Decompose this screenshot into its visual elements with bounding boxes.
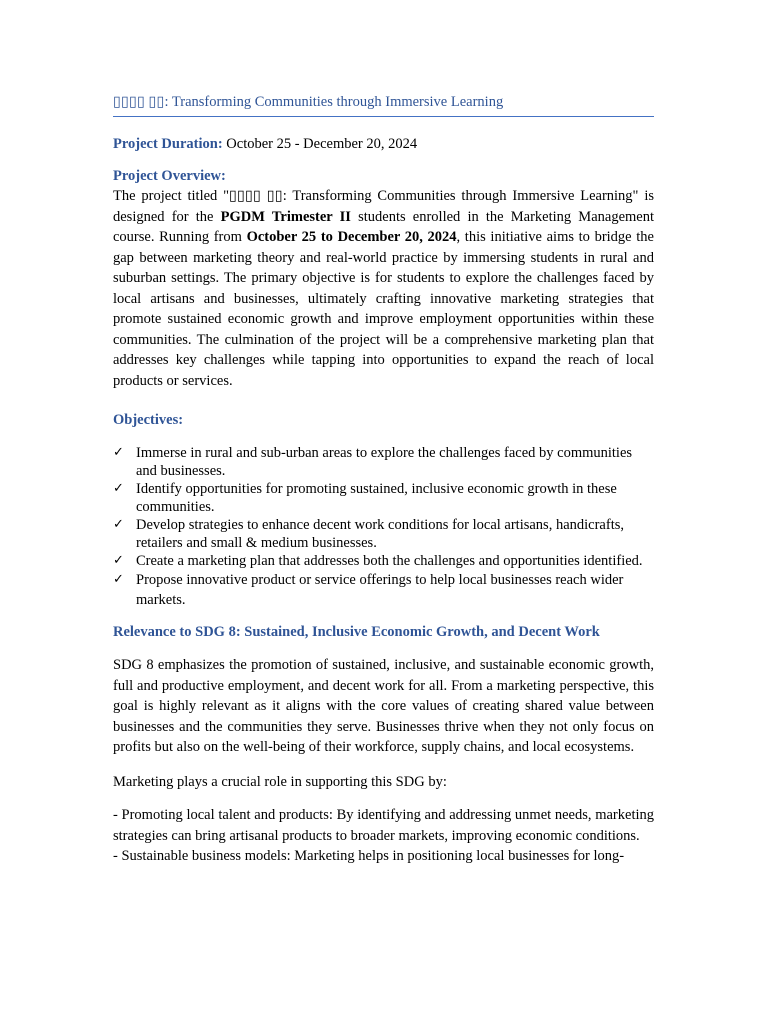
bullet-local-talent: - Promoting local talent and products: By identifying and addressing unmet needs, marketing strategies can bring artisanal products to broader markets, improving economic conditions. xyxy=(113,807,654,844)
overview-paragraph xyxy=(113,186,654,391)
marketing-intro: Marketing plays a crucial role in supporting this SDG by: xyxy=(113,773,447,790)
objective-text: Develop strategies to enhance decent work conditions for local artisans, handicrafts, retailers and small & medium businesses. xyxy=(136,517,624,551)
objective-text: Immerse in rural and sub-urban areas to explore the challenges faced by communities and businesses. xyxy=(136,445,633,479)
objective-item xyxy=(113,570,654,610)
overview-bold-dates: October 25 to December 20, 2024 xyxy=(246,229,457,245)
overview-heading: Project Overview: xyxy=(113,168,226,184)
document-content xyxy=(113,92,654,867)
checkmark-icon: ✓ xyxy=(113,445,124,460)
objective-item xyxy=(113,552,654,570)
checkmark-icon: ✓ xyxy=(113,481,124,496)
relevance-heading: Relevance to SDG 8: Sustained, Inclusive Economic Growth, and Decent Work xyxy=(113,624,600,640)
objectives-list xyxy=(113,444,654,610)
checkmark-icon: ✓ xyxy=(113,572,124,587)
overview-text-1: The project titled "▯▯▯▯ ▯▯: Transforming Communities through Immersive Learning" is designed for the xyxy=(113,188,654,225)
objective-text: Propose innovative product or service offerings to help local businesses reach wider markets. xyxy=(136,572,624,608)
objective-item xyxy=(113,444,654,480)
checkmark-icon: ✓ xyxy=(113,517,124,532)
objective-text: Identify opportunities for promoting sustained, inclusive economic growth in these communities. xyxy=(136,481,617,515)
bullet-sustainable-models: - Sustainable business models: Marketing helps in positioning local businesses for long- xyxy=(113,848,625,864)
objective-item xyxy=(113,480,654,516)
overview-text-2: students enrolled in the Marketing Management course. Running from xyxy=(113,208,654,245)
document-title: ▯▯▯▯ ▯▯: Transforming Communities through Immersive Learning xyxy=(113,92,654,117)
overview-bold-program: PGDM Trimester II xyxy=(220,208,351,225)
checkmark-icon: ✓ xyxy=(113,553,124,568)
objective-item xyxy=(113,516,654,552)
objective-text: Create a marketing plan that addresses both the challenges and opportunities identified. xyxy=(136,553,643,569)
overview-text-3: , this initiative aims to bridge the gap between marketing theory and real-world practice by immersing students in rural and suburban settings. The primary objective is for students to explore the challenges faced by local artisans and businesses, ultimately crafting innovative marketing strategies that promote sustained economic growth and improve employment opportunities within these communities. The culmination of the project will be a comprehensive marketing plan that addresses key challenges while tapping into opportunities to expand the reach of local products or services. xyxy=(113,229,654,389)
project-duration xyxy=(113,134,654,154)
duration-value: October 25 - December 20, 2024 xyxy=(226,136,418,152)
objectives-heading: Objectives: xyxy=(113,412,184,428)
duration-label: Project Duration: xyxy=(113,136,223,152)
sdg8-paragraph: SDG 8 emphasizes the promotion of sustained, inclusive, and sustainable economic growth, full and productive employment, and decent work for all. From a marketing perspective, this goal is highly relevant as it aligns with the core values of creating shared value between businesses and the communities they serve. Businesses thrive when they not only focus on profits but also on the well-being of their workforce, supply chains, and local ecosystems. xyxy=(113,657,654,755)
